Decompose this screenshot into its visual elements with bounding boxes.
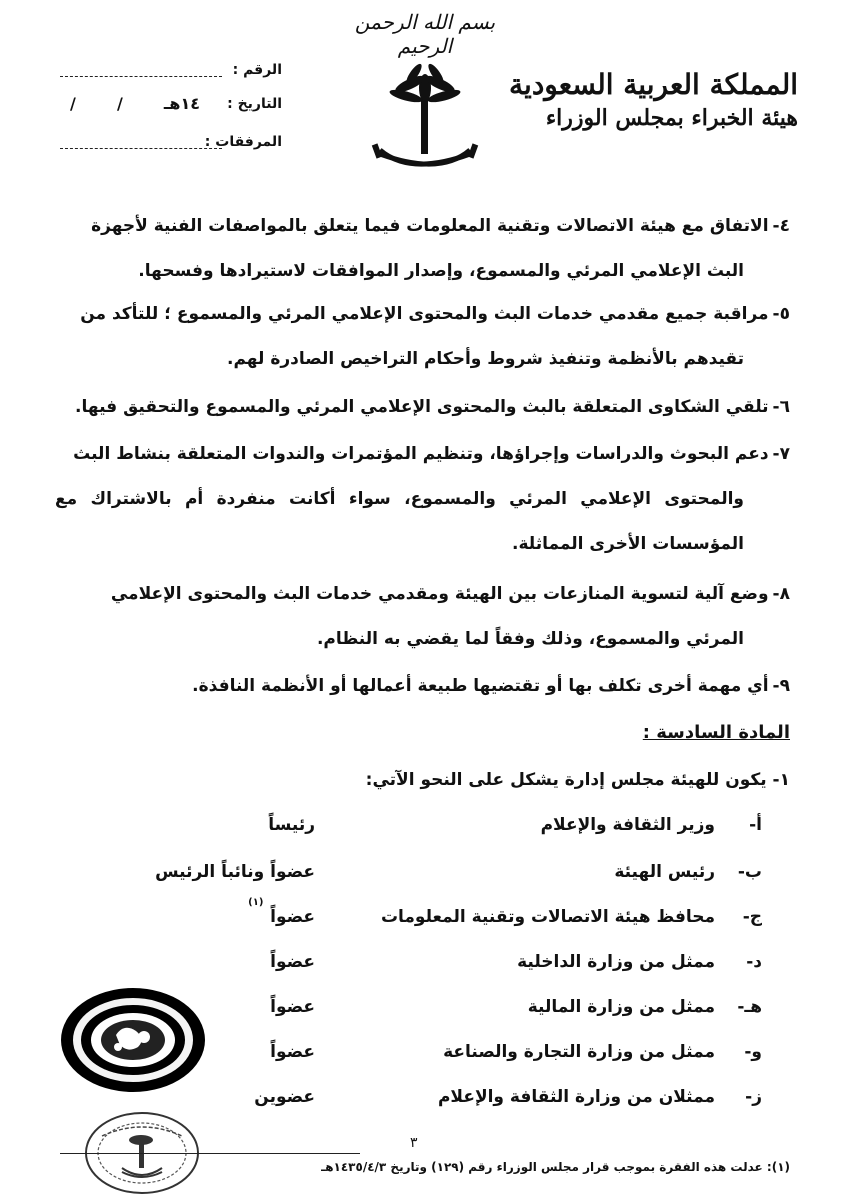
paragraph-first-line: أي مهمة أخرى تكلف بها أو تقتضيها طبيعة أعمالها أو الأنظمة النافذة. (192, 676, 769, 696)
paragraph-8 (55, 572, 790, 662)
member-row (90, 815, 790, 845)
date-slots (70, 94, 200, 113)
official-seal-icon (58, 985, 208, 1095)
member-name: محافظ هيئة الاتصالات وتقنية المعلومات (380, 907, 715, 927)
member-role: عضواً (270, 1042, 315, 1062)
member-name: وزير الثقافة والإعلام (540, 815, 715, 835)
member-name: ممثل من وزارة التجارة والصناعة (443, 1042, 715, 1062)
member-letter: ج- (742, 907, 762, 927)
paragraph-6 (55, 385, 790, 430)
saudi-emblem-icon (370, 58, 480, 178)
member-role-text: عضواً (270, 907, 315, 927)
member-role: عضواً (270, 997, 315, 1017)
member-row (90, 897, 790, 937)
ref-number-row (50, 62, 290, 88)
paragraph-first-line: تلقي الشكاوى المتعلقة بالبث والمحتوى الإعلامي المرئي والمسموع والتحقيق فيها. (75, 397, 769, 417)
paragraph-4 (55, 204, 790, 294)
paragraph-continuation: البث الإعلامي المرئي والمسموع، وإصدار الموافقات لاستيرادها وفسحها. (138, 261, 744, 281)
date-slot-sep1: / (116, 94, 123, 113)
date-slot-year: ١٤هـ (163, 94, 200, 113)
paragraph-5 (55, 292, 790, 382)
item-number: ٥- (772, 304, 790, 324)
attachments-row (50, 134, 290, 160)
member-row (90, 952, 790, 982)
member-letter: و- (744, 1042, 762, 1062)
item-number: ٦- (772, 397, 790, 417)
paragraph-first-line: دعم البحوث والدراسات وإجراؤها، وتنظيم المؤتمرات والندوات المتعلقة بنشاط البث (73, 444, 769, 464)
member-role: عضواً (270, 952, 315, 972)
member-letter: أ- (749, 815, 762, 835)
member-letter: ب- (737, 862, 762, 882)
basmala: بسم الله الرحمن الرحيم (354, 10, 496, 58)
paragraph-first-line: الاتفاق مع هيئة الاتصالات وتقنية المعلومات فيما يتعلق بالمواصفات الفنية لأجهزة (91, 216, 769, 236)
item-number: ٧- (772, 444, 790, 464)
organization-header (509, 68, 798, 131)
paragraph-continuation: والمحتوى الإعلامي المرئي والمسموع، سواء أكانت منفردة أم بالاشتراك مع المؤسسات الأخرى المماثلة. (55, 489, 744, 554)
member-letter: ز- (745, 1087, 762, 1107)
member-role: رئيساً (268, 815, 315, 835)
footnote-divider (60, 1153, 360, 1154)
member-name: ممثل من وزارة الداخلية (517, 952, 715, 972)
paragraph-continuation: المرئي والمسموع، وذلك وفقاً لما يقضي به النظام. (316, 629, 744, 649)
ref-number-label: الرقم : (232, 62, 282, 78)
member-name: رئيس الهيئة (614, 862, 715, 882)
paragraph-continuation: تقيدهم بالأنظمة وتنفيذ شروط وأحكام التراخيص الصادرة لهم. (227, 349, 744, 369)
date-label: التاريخ : (227, 96, 282, 112)
member-role: عضواً ونائباً الرئيس (155, 862, 315, 882)
article-heading: المادة السادسة : (642, 722, 790, 743)
item-number: ٤- (772, 216, 790, 236)
footnote-marker: (١) (248, 897, 264, 908)
footnote-text: (١): عدلت هذه الفقرة بموجب قرار مجلس الوزراء رقم (١٢٩) وتاريخ ١٤٣٥/٤/٣هـ (321, 1160, 790, 1174)
page-number: ٣ (410, 1135, 418, 1151)
member-letter: د- (746, 952, 762, 972)
paragraph-9 (55, 664, 790, 709)
reference-block (50, 62, 290, 162)
member-role: عضوين (254, 1087, 315, 1107)
date-slot-sep2: / (70, 94, 76, 113)
clause-1-text: ١- يكون للهيئة مجلس إدارة يشكل على النحو الآتي: (365, 770, 790, 790)
member-name: ممثل من وزارة المالية (527, 997, 715, 1017)
agency-name: هيئة الخبراء بمجلس الوزراء (545, 105, 798, 131)
item-number: ٨- (772, 584, 790, 604)
attachments-line (60, 148, 222, 149)
item-number: ٩- (772, 676, 790, 696)
paragraph-7 (55, 432, 790, 567)
attachments-label: المرفقات : (204, 134, 282, 150)
member-letter: هـ- (737, 997, 762, 1017)
paragraph-first-line: مراقبة جميع مقدمي خدمات البث والمحتوى الإعلامي المرئي والمسموع ؛ للتأكد من (80, 304, 769, 324)
member-row (90, 862, 790, 892)
clause-1 (55, 758, 790, 803)
ref-number-line (60, 76, 222, 77)
kingdom-name: المملكة العربية السعودية (509, 68, 798, 101)
date-row (50, 96, 290, 122)
paragraph-first-line: وضع آلية لتسوية المنازعات بين الهيئة ومقدمي خدمات البث والمحتوى الإعلامي (110, 584, 769, 604)
member-role (248, 897, 315, 927)
member-name: ممثلان من وزارة الثقافة والإعلام (437, 1087, 715, 1107)
